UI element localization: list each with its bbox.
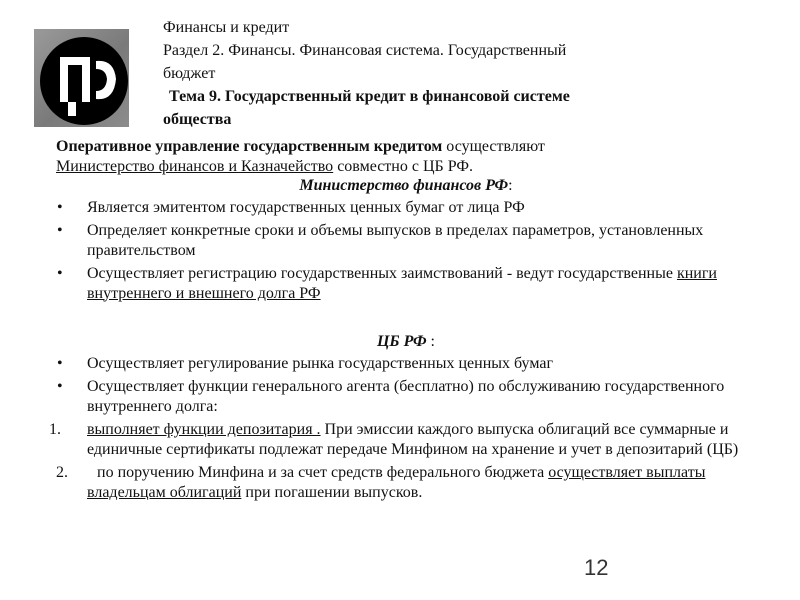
section-title-cont: бюджет bbox=[163, 65, 216, 82]
list-item: • Осуществляет регулирование рынка государственных ценных бумаг bbox=[57, 354, 554, 372]
slide-header bbox=[163, 16, 763, 131]
page-number: 12 bbox=[584, 555, 609, 580]
item-number: 1. bbox=[49, 421, 61, 438]
intro-paragraph bbox=[56, 137, 756, 176]
intro-rest-2: совместно с ЦБ РФ. bbox=[333, 157, 473, 175]
topic-title-cont: общества bbox=[163, 111, 232, 128]
intro-rest-1: осуществляют bbox=[442, 138, 545, 155]
numbered-item: 2. по поручению Минфина и за счет средств федерального бюджета осуществляет выплаты владельцам облигаций при погашении выпусков. bbox=[56, 464, 706, 501]
list-item: • Определяет конкретные сроки и объемы выпусков в пределах параметров, установленных правительством bbox=[57, 222, 704, 259]
bullet: • bbox=[57, 222, 63, 239]
slide-body bbox=[49, 137, 756, 502]
numbered-item: 1. выполняет функции депозитария . При эмиссии каждого выпуска облигаций все суммарные и единичные сертификаты подлежат передаче Минфином на хранение и учет в депозитарий (ЦБ) bbox=[49, 421, 739, 458]
minfin-list bbox=[56, 198, 756, 304]
list-item: • Осуществляет регистрацию государственных заимствований - ведут государственные книги внутреннего и внешнего долга РФ bbox=[57, 265, 717, 302]
minfin-heading: Министерство финансов РФ: bbox=[299, 177, 513, 194]
bullet: • bbox=[57, 378, 63, 395]
course-title: Финансы и кредит bbox=[163, 19, 290, 36]
bullet: • bbox=[57, 354, 63, 372]
list-item: • Осуществляет функции генерального агента (бесплатно) по обслуживанию государственного внутреннего долга: bbox=[57, 378, 725, 415]
list-item: • Является эмитентом государственных ценных бумаг от лица РФ bbox=[57, 198, 525, 216]
section-title: Раздел 2. Финансы. Финансовая система. Государственный bbox=[163, 42, 567, 59]
intro-bold: Оперативное управление государственным кредитом bbox=[56, 138, 443, 155]
cb-list bbox=[56, 354, 756, 417]
tk-monogram-logo-icon bbox=[34, 29, 129, 127]
cb-heading: ЦБ РФ : bbox=[376, 333, 435, 350]
bullet: • bbox=[57, 198, 63, 216]
intro-underlined: Министерство финансов и Казначейство bbox=[56, 157, 334, 175]
topic-title: Тема 9. Государственный кредит в финансовой системе bbox=[169, 88, 570, 105]
logo bbox=[34, 29, 129, 127]
bullet: • bbox=[57, 265, 63, 282]
item-number: 2. bbox=[56, 464, 68, 481]
